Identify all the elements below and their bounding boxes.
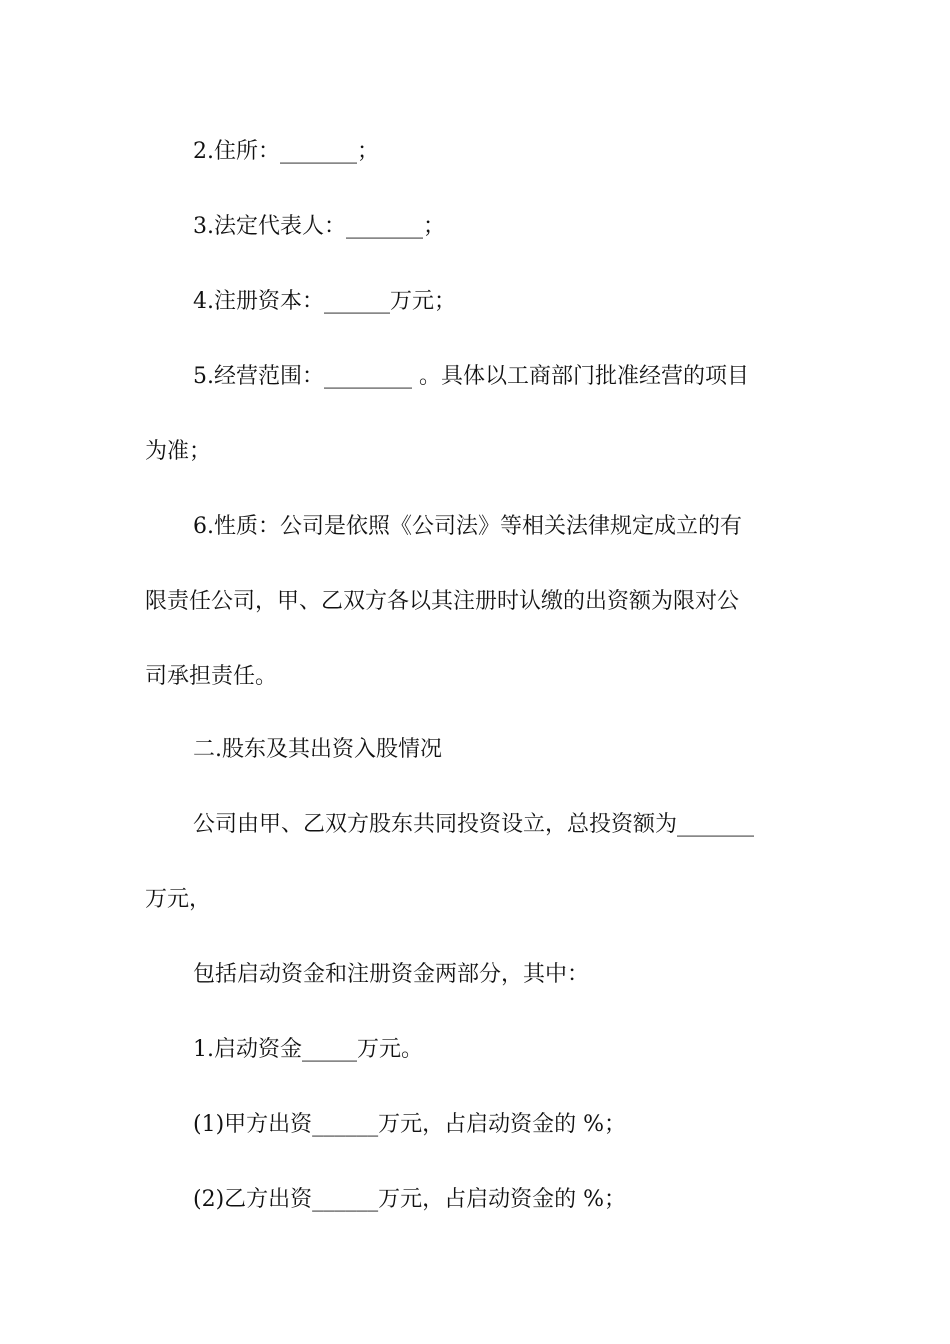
paragraph-funds-composition: 包括启动资金和注册资金两部分，其中： [193, 962, 590, 987]
clause-business-scope: 5.经营范围：________ 。具体以工商部门批准经营的项目 [193, 364, 749, 389]
clause-startup-funds: 1.启动资金_____万元。 [193, 1037, 423, 1062]
section-heading-shareholders: 二.股东及其出资入股情况 [193, 737, 442, 762]
clause-registered-capital: 4.注册资本：______万元； [193, 289, 456, 314]
clause-nature: 6.性质：公司是依照《公司法》等相关法律规定成立的有 [193, 514, 742, 539]
paragraph-total-investment-cont: 万元， [145, 887, 212, 912]
paragraph-total-investment: 公司由甲、乙双方股东共同投资设立，总投资额为_______ [193, 812, 755, 837]
clause-address: 2.住所：_______； [193, 139, 379, 164]
clause-business-scope-cont: 为准； [145, 439, 212, 464]
clause-party-b-contribution: (2)乙方出资______万元，占启动资金的 %； [193, 1187, 627, 1212]
clause-nature-cont-2: 司承担责任。 [145, 664, 278, 689]
clause-legal-representative: 3.法定代表人：_______； [193, 214, 445, 239]
clause-nature-cont-1: 限责任公司，甲、乙双方各以其注册时认缴的出资额为限对公 [145, 589, 740, 614]
clause-party-a-contribution: (1)甲方出资______万元，占启动资金的 %； [193, 1112, 627, 1137]
